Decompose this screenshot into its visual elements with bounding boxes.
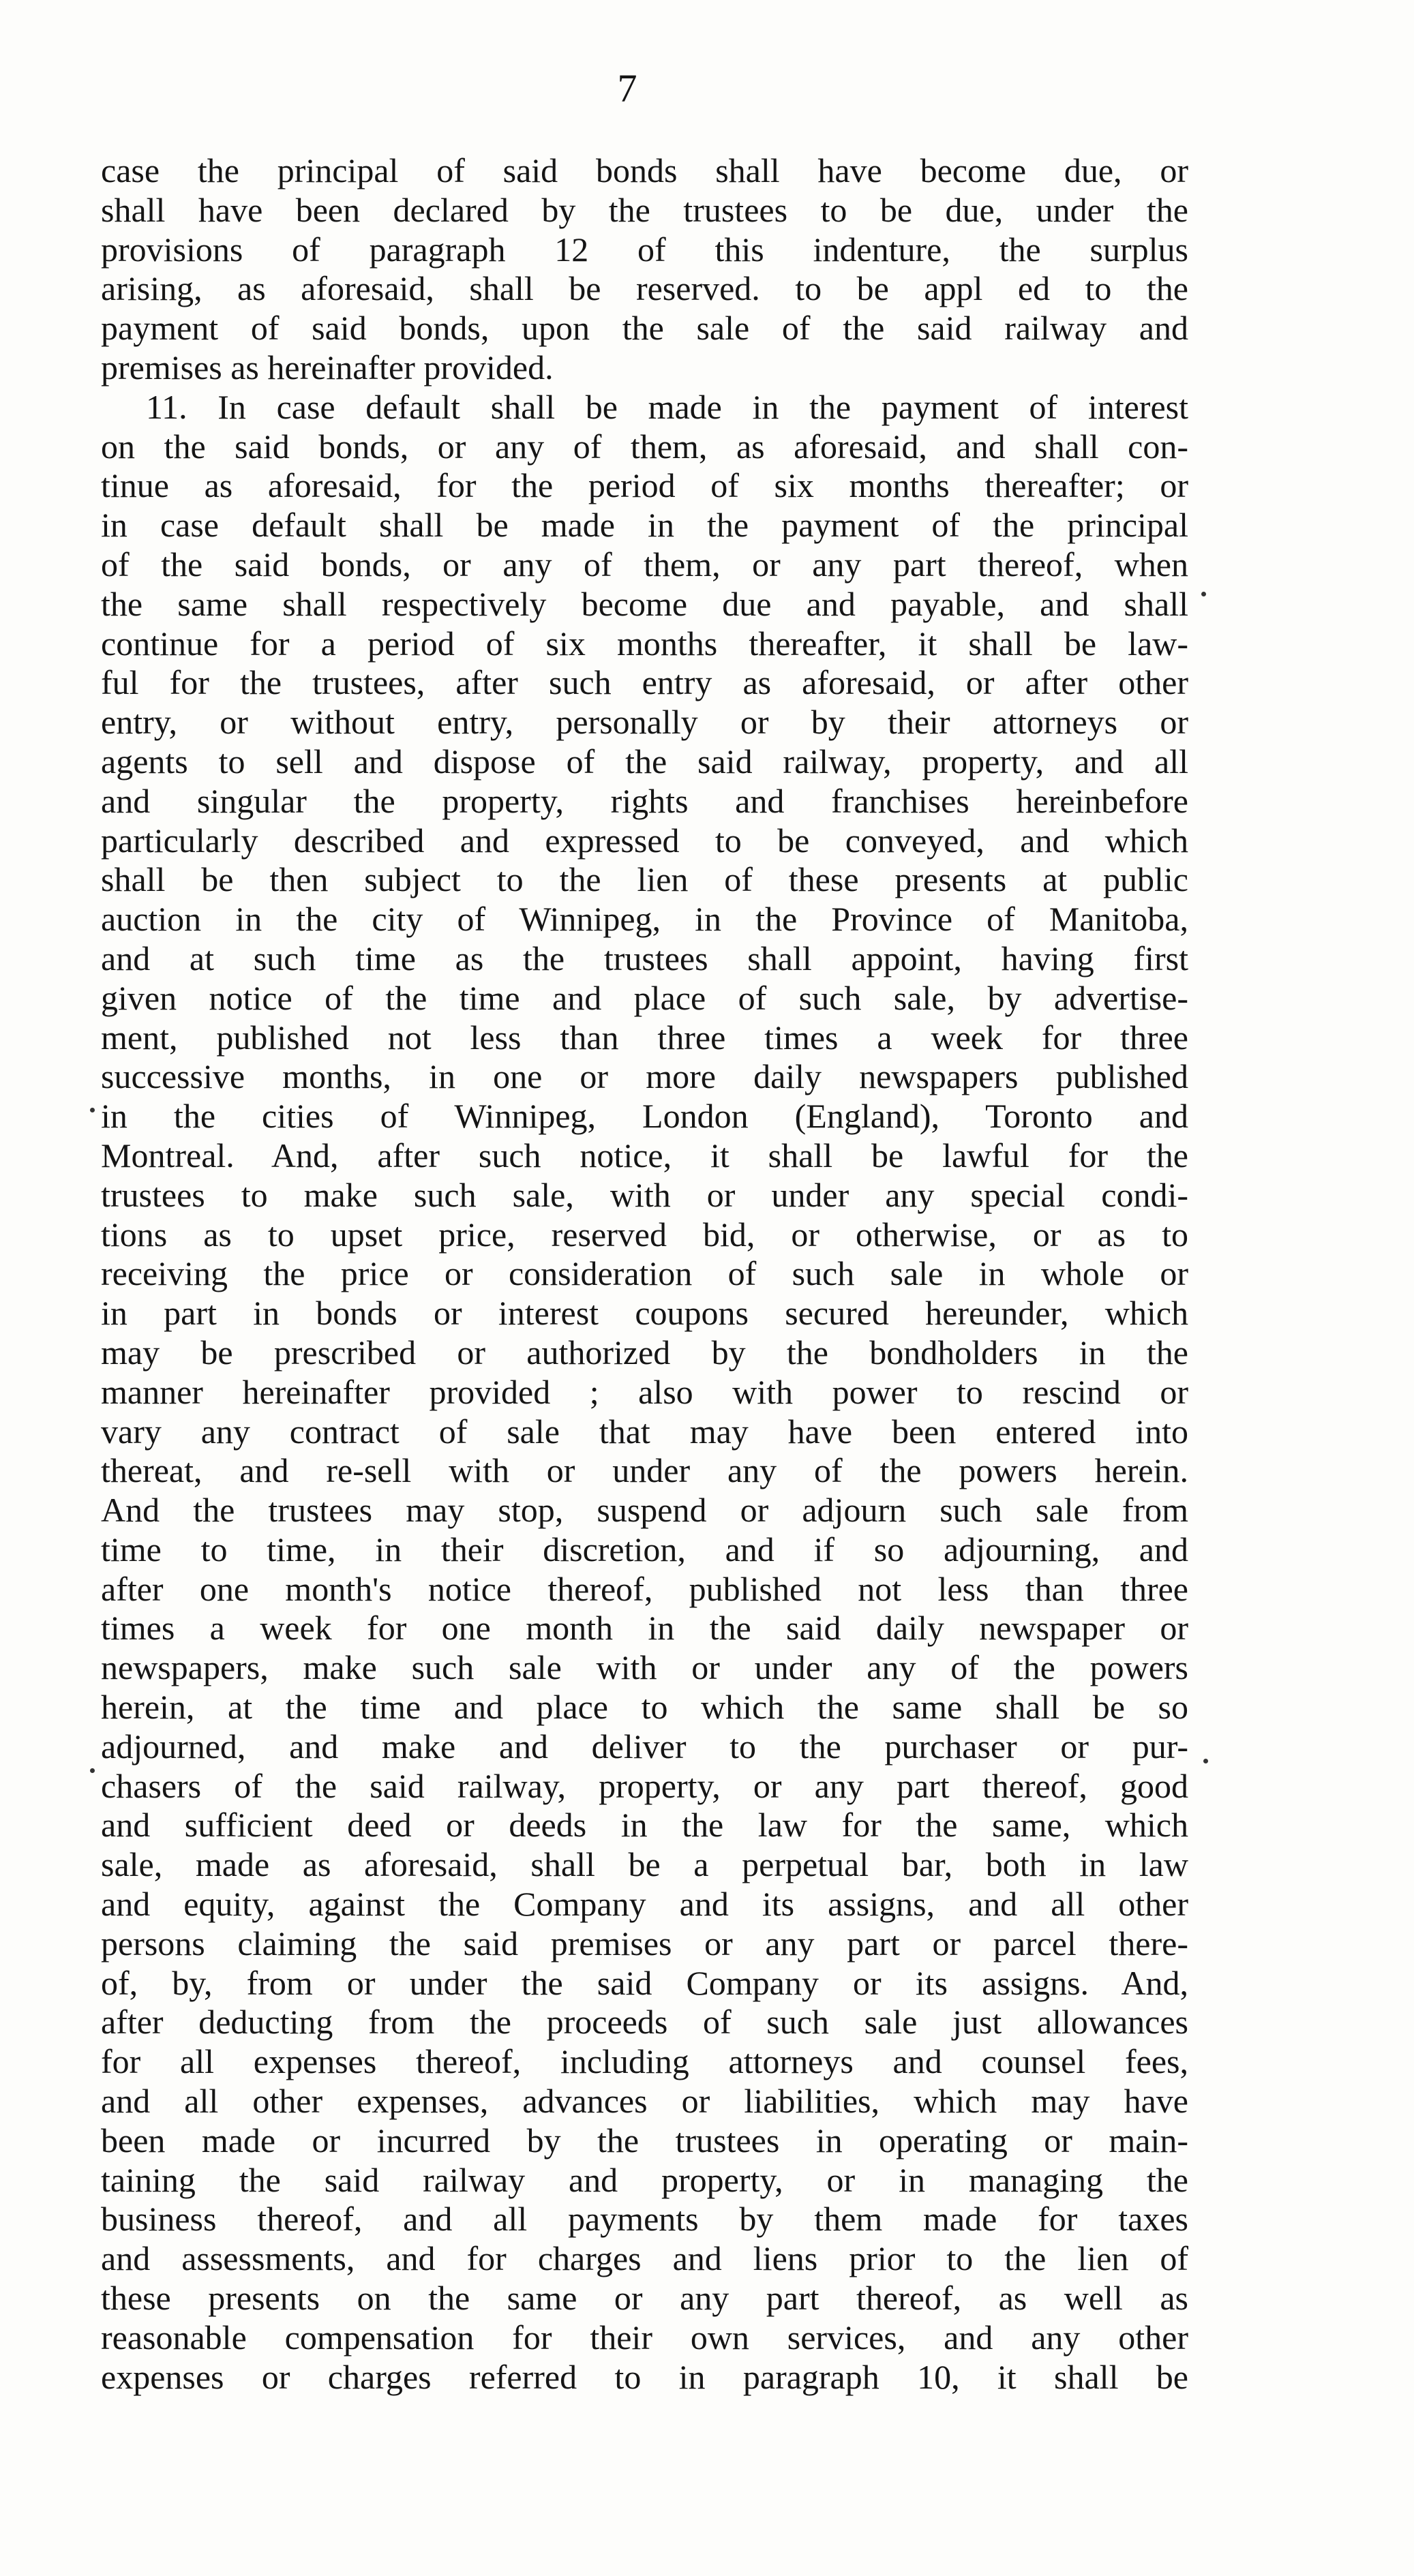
text-line: shall have been declared by the trustees to be due, under the <box>101 190 1188 229</box>
text-line: arising, as aforesaid, shall be reserved. to be appl ed to the <box>101 269 1188 308</box>
text-line: and assessments, and for charges and liens prior to the lien of <box>101 2239 1188 2278</box>
print-speck <box>1201 592 1206 596</box>
text-line: chasers of the said railway, property, or any part thereof, good <box>101 1766 1188 1805</box>
text-line: successive months, in one or more daily newspapers published <box>101 1057 1188 1096</box>
text-line: business thereof, and all payments by them made for taxes <box>101 2200 1188 2239</box>
text-line: Montreal. And, after such notice, it shall be lawful for the <box>101 1136 1188 1175</box>
text-line: of the said bonds, or any of them, or any part thereof, when <box>101 545 1188 584</box>
text-line: entry, or without entry, personally or by their attorneys or <box>101 703 1188 742</box>
text-line: expenses or charges referred to in paragraph 10, it shall be <box>101 2357 1188 2396</box>
text-line: for all expenses thereof, including attorneys and counsel fees, <box>101 2042 1188 2081</box>
text-line: case the principal of said bonds shall have become due, or <box>101 151 1188 190</box>
text-line: reasonable compensation for their own services, and any other <box>101 2318 1188 2357</box>
text-line: premises as hereinafter provided. <box>101 348 554 387</box>
text-line: and equity, against the Company and its assigns, and all other <box>101 1885 1188 1924</box>
text-line: of, by, from or under the said Company or its assigns. And, <box>101 1963 1188 2002</box>
paragraph-11-first-line: 11. In case default shall be made in the payment of interest <box>146 387 1188 426</box>
text-line: times a week for one month in the said daily newspaper or <box>101 1609 1188 1648</box>
text-line: adjourned, and make and deliver to the purchaser or pur- <box>101 1727 1188 1766</box>
text-line: auction in the city of Winnipeg, in the Province of Manitoba, <box>101 900 1188 939</box>
text-line: provisions of paragraph 12 of this indenture, the surplus <box>101 230 1188 269</box>
text-line: agents to sell and dispose of the said railway, property, and all <box>101 742 1188 781</box>
text-line: on the said bonds, or any of them, as aforesaid, and shall con- <box>101 427 1188 466</box>
text-line: newspapers, make such sale with or under any of the powers <box>101 1648 1188 1687</box>
text-line: thereat, and re-sell with or under any of the powers herein. <box>101 1451 1188 1490</box>
text-line: and singular the property, rights and franchises hereinbefore <box>101 781 1188 820</box>
text-line: shall be then subject to the lien of these presents at public <box>101 860 1188 899</box>
text-line: tions as to upset price, reserved bid, or otherwise, or as to <box>101 1215 1188 1254</box>
text-line: particularly described and expressed to be conveyed, and which <box>101 821 1188 860</box>
text-line: ful for the trustees, after such entry as aforesaid, or after other <box>101 663 1188 702</box>
text-line: after one month's notice thereof, published not less than three <box>101 1569 1188 1608</box>
text-line: and sufficient deed or deeds in the law for the same, which <box>101 1806 1188 1845</box>
text-line: herein, at the time and place to which the same shall be so <box>101 1688 1188 1727</box>
text-line: persons claiming the said premises or any part or parcel there- <box>101 1924 1188 1963</box>
text-line: in part in bonds or interest coupons secured hereunder, which <box>101 1294 1188 1333</box>
text-line: in case default shall be made in the payment of the principal <box>101 506 1188 545</box>
text-line: receiving the price or consideration of such sale in whole or <box>101 1254 1188 1293</box>
text-line: given notice of the time and place of such sale, by advertise- <box>101 978 1188 1017</box>
text-line: in the cities of Winnipeg, London (England), Toronto and <box>101 1097 1188 1136</box>
print-speck <box>90 1108 95 1112</box>
text-line: trustees to make such sale, with or under any special condi- <box>101 1175 1188 1214</box>
text-line: and at such time as the trustees shall appoint, having first <box>101 939 1188 978</box>
text-line: continue for a period of six months thereafter, it shall be law- <box>101 624 1188 663</box>
text-line: time to time, in their discretion, and if so adjourning, and <box>101 1530 1188 1569</box>
text-line: vary any contract of sale that may have been entered into <box>101 1412 1188 1451</box>
text-line: tinue as aforesaid, for the period of six months thereafter; or <box>101 466 1188 505</box>
text-line: after deducting from the proceeds of such sale just allowances <box>101 2003 1188 2042</box>
body-text <box>101 151 1188 2397</box>
text-line: ment, published not less than three times a week for three <box>101 1018 1188 1057</box>
text-line: sale, made as aforesaid, shall be a perpetual bar, both in law <box>101 1845 1188 1884</box>
text-line: may be prescribed or authorized by the bondholders in the <box>101 1333 1188 1372</box>
text-line: payment of said bonds, upon the sale of the said railway and <box>101 309 1188 348</box>
text-line: the same shall respectively become due and payable, and shall <box>101 584 1188 623</box>
print-speck <box>90 1768 95 1773</box>
page-number: 7 <box>617 66 637 110</box>
text-line: And the trustees may stop, suspend or adjourn such sale from <box>101 1491 1188 1530</box>
text-line: and all other expenses, advances or liabilities, which may have <box>101 2082 1188 2121</box>
text-line: been made or incurred by the trustees in operating or main- <box>101 2121 1188 2160</box>
print-speck <box>1203 1759 1208 1763</box>
text-line: taining the said railway and property, or in managing the <box>101 2160 1188 2199</box>
text-line: manner hereinafter provided ; also with power to rescind or <box>101 1372 1188 1411</box>
text-line: these presents on the same or any part thereof, as well as <box>101 2279 1188 2318</box>
